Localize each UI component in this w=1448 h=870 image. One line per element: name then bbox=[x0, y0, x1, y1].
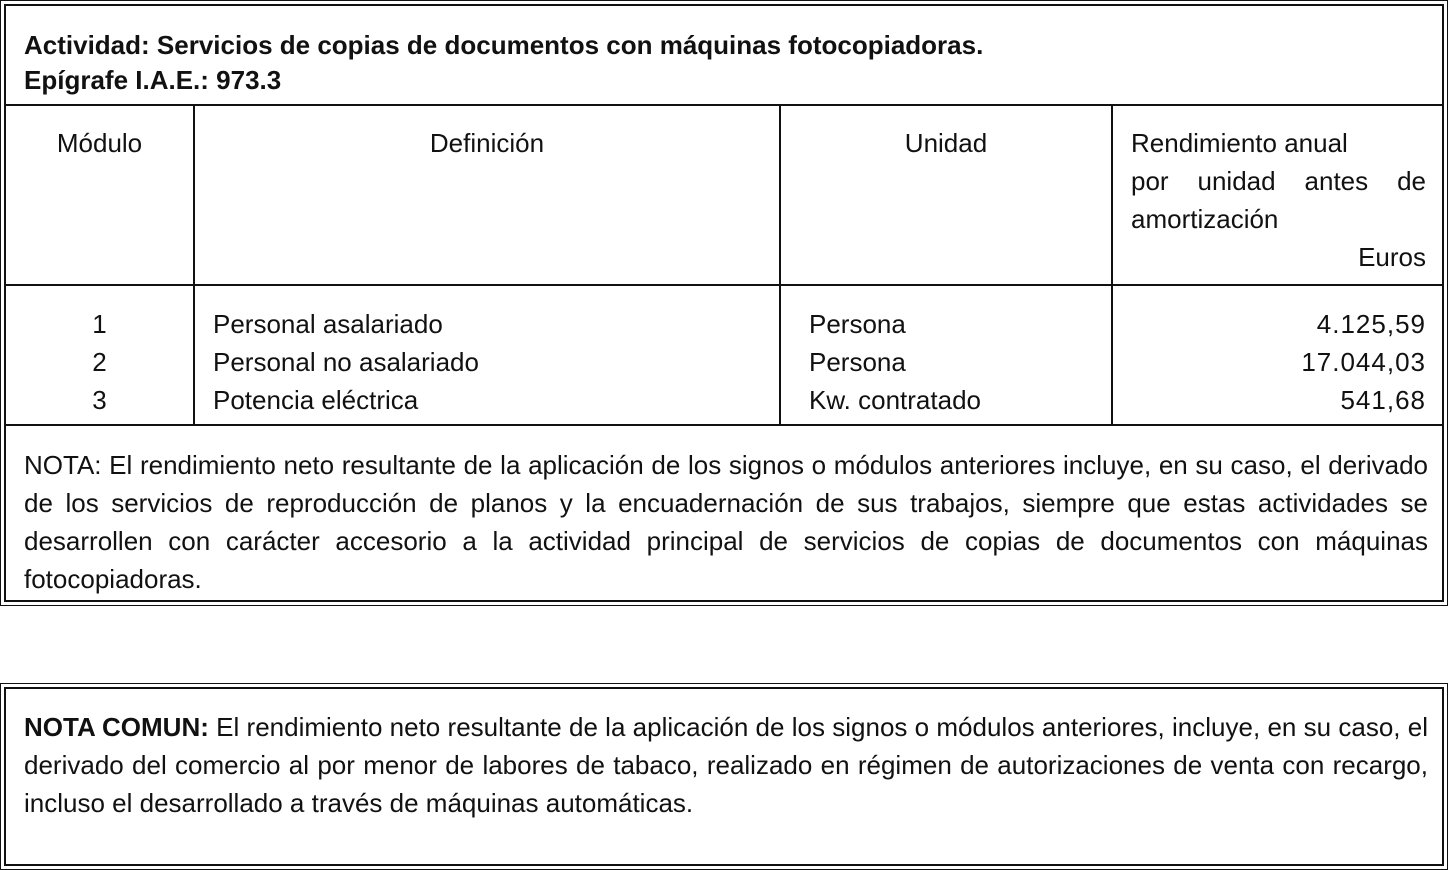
header-rendimiento-line2: por unidad antes de bbox=[1131, 166, 1426, 196]
row-3-definicion: Potencia eléctrica bbox=[213, 385, 419, 415]
header-definicion: Definición bbox=[195, 106, 781, 284]
activity-header bbox=[6, 6, 1442, 106]
column-definicion bbox=[195, 286, 781, 424]
row-2-rendimiento: 17.044,03 bbox=[1301, 347, 1426, 377]
column-modulo bbox=[6, 286, 195, 424]
header-rendimiento-line1: Rendimiento anual bbox=[1131, 128, 1348, 158]
row-1-definicion: Personal asalariado bbox=[213, 309, 443, 339]
common-note-text: El rendimiento neto resultante de la aplicación de los signos o módulos anteriores, incluye, en su caso, el derivado del comercio al por menor de labores de tabaco, realizado en régimen de autorizaciones de venta con recargo, incluso el desarrollado a través de máquinas automáticas. bbox=[24, 712, 1429, 818]
row-1-modulo: 1 bbox=[92, 309, 107, 339]
row-2-modulo: 2 bbox=[92, 347, 107, 377]
column-unidad bbox=[781, 286, 1113, 424]
activity-epigraph: Epígrafe I.A.E.: 973.3 bbox=[24, 65, 282, 95]
header-rendimiento-units: Euros bbox=[1358, 242, 1426, 272]
header-rendimiento-line3: amortización bbox=[1131, 204, 1279, 234]
row-2-definicion: Personal no asalariado bbox=[213, 347, 479, 377]
header-modulo: Módulo bbox=[6, 106, 195, 284]
table-header-row bbox=[6, 106, 1442, 286]
activity-table-frame bbox=[4, 4, 1444, 602]
row-3-rendimiento: 541,68 bbox=[1340, 385, 1426, 415]
common-note bbox=[6, 689, 1442, 822]
row-1-rendimiento: 4.125,59 bbox=[1316, 309, 1426, 339]
table-body bbox=[6, 286, 1442, 426]
common-note-box bbox=[0, 683, 1448, 870]
column-rendimiento bbox=[1113, 286, 1442, 424]
common-note-label: NOTA COMUN: bbox=[24, 712, 209, 742]
row-3-unidad: Kw. contratado bbox=[809, 385, 981, 415]
common-note-frame bbox=[4, 687, 1444, 866]
header-unidad: Unidad bbox=[781, 106, 1113, 284]
activity-note: NOTA: El rendimiento neto resultante de la aplicación de los signos o módulos anteriores incluye, en su caso, el derivado de los servicios de reproducción de planos y la encuadernación de sus trabajos, siempre que estas actividades se desarrollen con carácter accesorio a la actividad principal de servicios de copias de documentos con máquinas fotocopiadoras. bbox=[24, 450, 1428, 594]
activity-title: Actividad: Servicios de copias de documentos con máquinas fotocopiadoras. bbox=[24, 30, 984, 60]
row-3-modulo: 3 bbox=[92, 385, 107, 415]
row-1-unidad: Persona bbox=[809, 309, 906, 339]
header-rendimiento bbox=[1113, 106, 1442, 284]
row-2-unidad: Persona bbox=[809, 347, 906, 377]
